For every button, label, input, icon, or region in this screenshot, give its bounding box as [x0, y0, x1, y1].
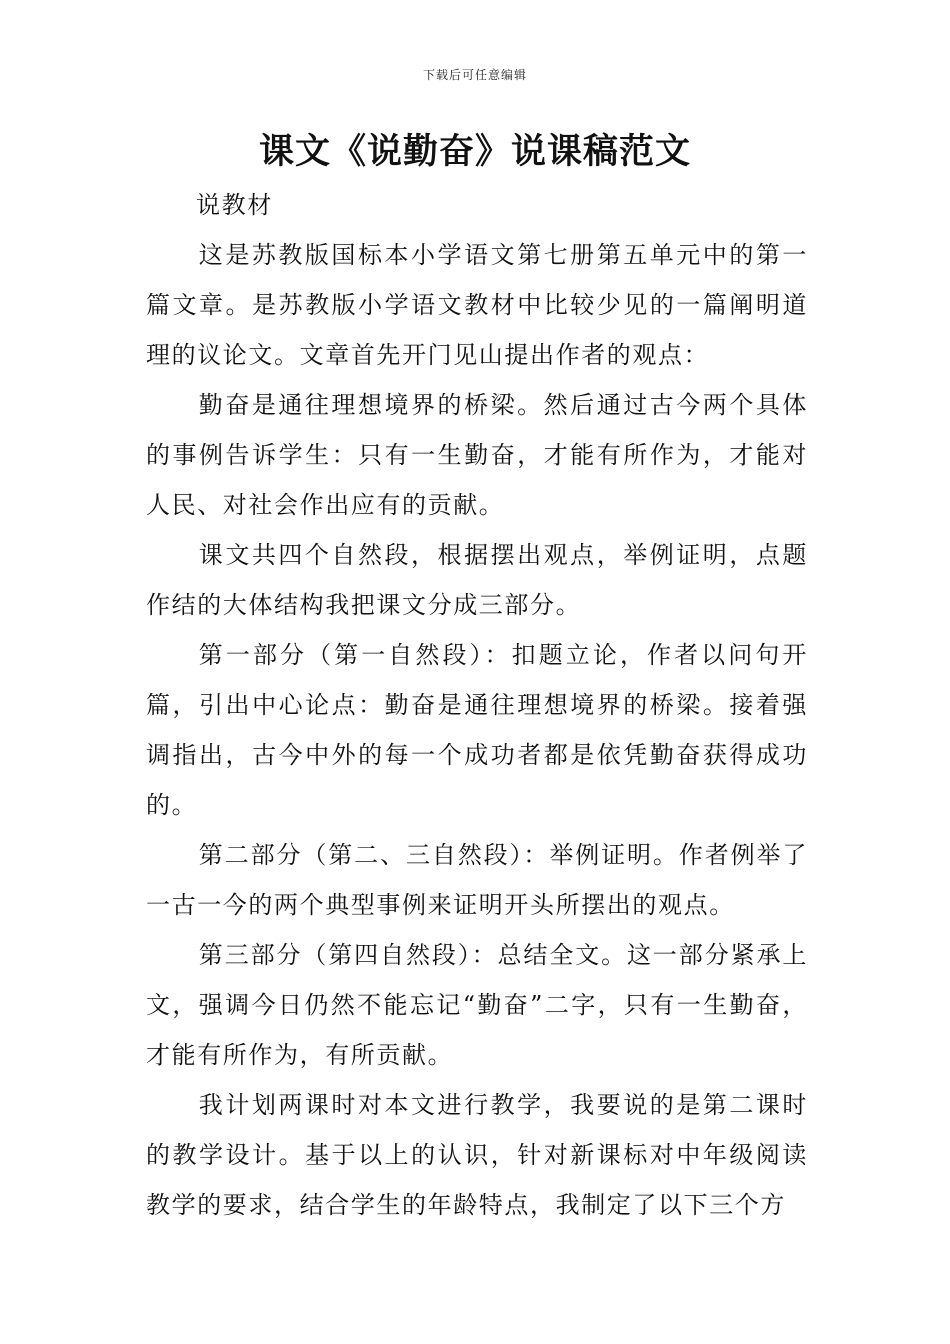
paragraph: 我计划两课时对本文进行教学，我要说的是第二课时的教学设计。基于以上的认识，针对新课标对中年级阅读教学的要求，结合学生的年龄特点，我制定了以下三个方 — [146, 1091, 808, 1219]
paragraph: 课文共四个自然段，根据摆出观点，举例证明，点题作结的大体结构我把课文分成三部分。 — [146, 541, 808, 619]
header-note: 下载后可任意编辑 — [422, 68, 527, 82]
paragraph: 第二部分（第二、三自然段）：举例证明。作者例举了一古一今的两个典型事例来证明开头所摆出的观点。 — [146, 841, 808, 919]
paragraph: 勤奋是通往理想境界的桥梁。然后通过古今两个具体的事例告诉学生：只有一生勤奋，才能有所作为，才能对人民、对社会作出应有的贡献。 — [146, 391, 808, 519]
section-heading: 说教材 — [196, 191, 273, 219]
paragraph: 这是苏教版国标本小学语文第七册第五单元中的第一篇文章。是苏教版小学语文教材中比较少见的一篇阐明道理的议论文。文章首先开门见山提出作者的观点： — [146, 241, 808, 369]
document-title: 课文《说勤奋》说课稿范文 — [258, 132, 691, 172]
document-body — [146, 180, 808, 1230]
paragraph: 第三部分（第四自然段）：总结全文。这一部分紧承上文，强调今日仍然不能忘记“勤奋”二字，只有一生勤奋，才能有所作为，有所贡献。 — [146, 941, 808, 1069]
paragraph: 第一部分（第一自然段）：扣题立论，作者以问句开篇，引出中心论点：勤奋是通往理想境界的桥梁。接着强调指出，古今中外的每一个成功者都是依凭勤奋获得成功的。 — [146, 641, 808, 819]
